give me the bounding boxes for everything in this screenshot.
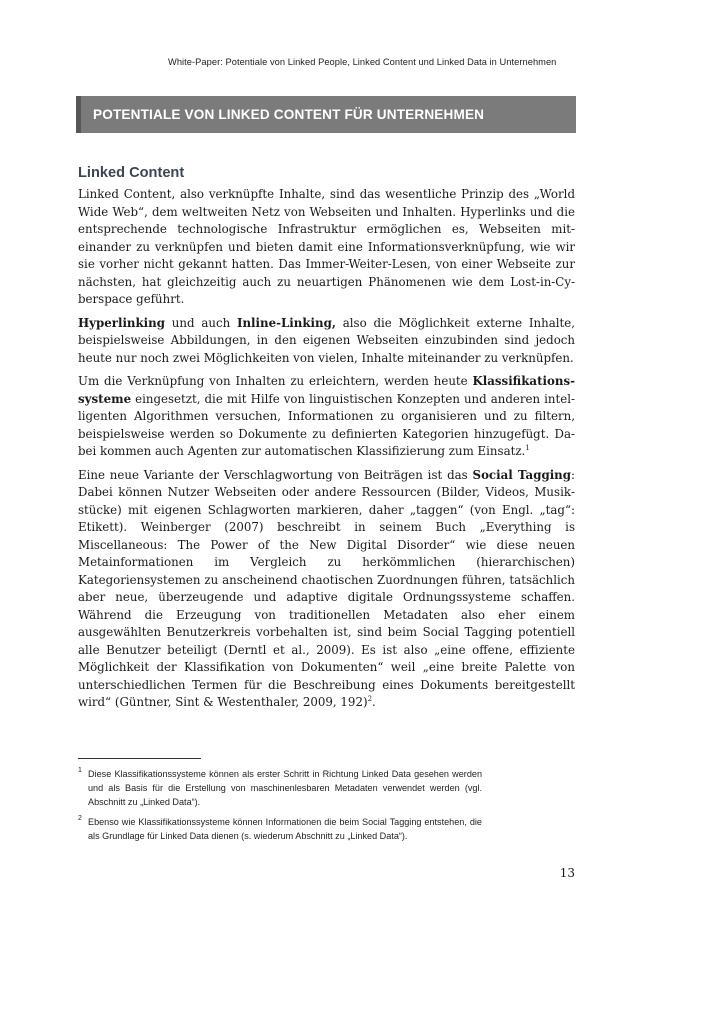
paragraph-hyperlinking: [78, 315, 575, 368]
section-banner: [76, 96, 576, 133]
running-header: White-Paper: Potentiale von Linked People, Linked Content und Linked Data in Unternehmen: [168, 57, 557, 67]
footnote-text: Diese Klassifikationssysteme können als erster Schritt in Richtung Linked Data gesehen werden und als Basis für die Erstellung von maschinenlesbaren Metadaten verwendet werden (vgl. Abschnitt zu „Linked Data“).: [88, 769, 482, 807]
body-text: [78, 186, 575, 718]
paragraph-text: also die Möglichkeit externe Inhalte, beispielsweise Abbildungen, in den eigenen Webseiten einzubinden sind jedoch heute nur noch zwei Möglichkeiten von vielen, Inhalte miteinander zu verknüpfen.: [78, 315, 575, 365]
footnote-ref-1[interactable]: 1: [525, 444, 530, 452]
paragraph-text: : Dabei können Nutzer Webseiten oder andere Ressourcen (Bilder, Videos, Musikstücke) mit eigenen Schlagworten markieren, daher „taggen“ (von Engl. „tag“: Etikett). Weinberger (2007) beschreibt in seinem Buch „Everything is Miscellaneous: The Power of the New Digital Disorder“ wie diese neuen Metainformationen im Vergleich zu herkömmlichen (hierarchischen) Kategoriensystemen zu anscheinend chaotischen Zuordnungen führen, tatsächlich aber neue, überzeugende und adaptive digitale Ordnungssysteme schaffen. Während die Erzeugung von traditionellen Metadaten also eher einem ausgewählten Benutzerkreis vorbehalten ist, sind beim Social Tagging potentiell alle Benutzer beteiligt (Derntl et al., 2009). Es ist also „eine offene, effiziente Möglichkeit der Klassifikation von Dokumenten“ weil „eine breite Palette von unterschiedlichen Termen für die Beschreibung eines Dokuments bereitgestellt wird“ (Güntner, Sint & Westenthaler, 2009, 192): [78, 467, 575, 709]
footnote-2: [78, 815, 482, 843]
section-heading: Linked Content: [78, 165, 185, 181]
paragraph-text: und auch: [165, 315, 237, 330]
footnote-text: Ebenso wie Klassifikationssysteme können Informationen die beim Social Tagging entstehen, die als Grundlage für Linked Data dienen (s. wiederum Abschnitt zu „Linked Data“).: [88, 817, 482, 841]
term-hyperlinking: Hyperlinking: [78, 315, 165, 330]
paragraph-classification: [78, 373, 575, 461]
term-social-tagging: Social Tagging: [472, 467, 572, 482]
paragraph-linked-content: [78, 186, 575, 309]
term-inline-linking: Inline-Linking,: [236, 315, 336, 330]
footnote-ref-2[interactable]: 2: [367, 695, 373, 703]
paragraph-social-tagging: [78, 467, 575, 712]
page-number: 13: [559, 866, 575, 880]
footnotes: [78, 767, 482, 849]
term-classification-systems: Klassifikationssysteme: [78, 374, 575, 406]
footnote-number: 1: [78, 767, 82, 774]
paragraph-text: Um die Verknüpfung von Inhalten zu erleichtern, werden heute: [78, 374, 473, 388]
footnote-divider: [78, 758, 201, 759]
banner-title: POTENTIALE VON LINKED CONTENT FÜR UNTERNEHMEN: [93, 107, 485, 122]
paragraph-text: Eine neue Variante der Verschlagwortung von Beiträgen ist das: [78, 467, 473, 482]
footnote-1: [78, 767, 482, 809]
footnote-number: 2: [78, 815, 82, 822]
paragraph-text: eingesetzt, die mit Hilfe von linguistischen Konzepten und anderen intelligenten Algorithmen versuchen, Informationen zu organisieren und zu filtern, beispielsweise werden so Dokumente zu definierten Kategorien hinzugefügt. Dabei kommen auch Agenten zur automatischen Klassifizierung zum Einsatz.: [78, 391, 575, 458]
paragraph-text: Linked Content, also verknüpfte Inhalte, sind das wesentliche Prinzip des „World Wide Web“, dem weltweiten Netz von Webseiten und Inhalten. Hyperlinks und die entsprechende technologische Infrastruktur ermöglichen es, Webseiten miteinander zu verknüpfen und bieten damit eine Informationsverknüpfung, wie wir sie vorher nicht gekannt hatten. Das Immer-Weiter-Lesen, von einer Webseite zur nächsten, hat gleichzeitig auch zu neuartigen Phänomenen wie dem Lost-in-Cyberspace geführt.: [78, 187, 575, 306]
paragraph-text: .: [372, 695, 376, 709]
